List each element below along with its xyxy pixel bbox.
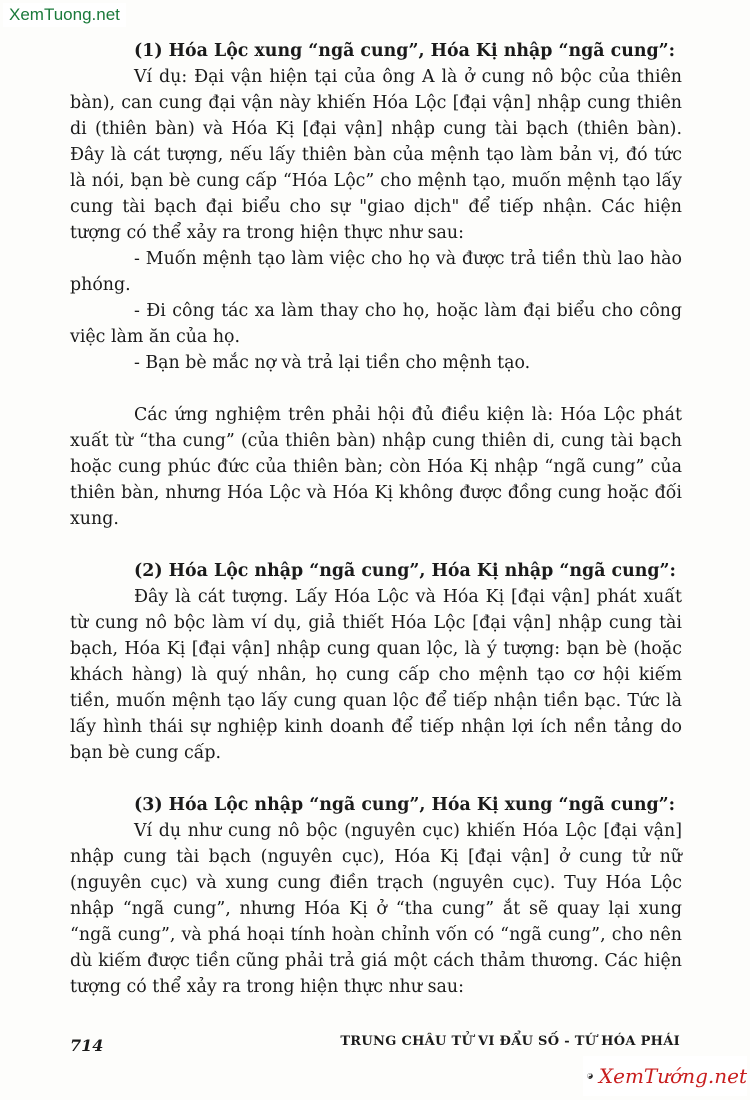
spacer [70, 766, 682, 792]
section-1-bullet-3: - Bạn bè mắc nợ và trả lại tiền cho mệnh tạo. [134, 353, 531, 373]
logo-text: XemTướng.net [598, 1064, 747, 1088]
section-1-conditions-paragraph: Các ứng nghiệm trên phải hội đủ điều kiện là: Hóa Lộc phát xuất từ “tha cung” (của thiên bàn) nhập cung thiên di, cung tài bạch hoặc cung phúc đức của thiên bàn; còn Hóa Kị nhập “ngã cung” của thiên bàn, nhưng Hóa Lộc và Hóa Kị không được đồng cung hoặc đối xung. [70, 405, 682, 529]
section-1-paragraph: Ví dụ: Đại vận hiện tại của ông A là ở cung nô bộc của thiên bàn), can cung đại vận này khiến Hóa Lộc [đại vận] nhập cung thiên di (thiên bàn) và Hóa Kị [đại vận] nhập cung tài bạch (thiên bàn). Đây là cát tượng, nếu lấy thiên bàn của mệnh tạo làm bản vị, đó tức là nói, bạn bè cung cấp “Hóa Lộc” cho mệnh tạo, muốn mệnh tạo lấy cung tài bạch đại biểu cho sự "giao dịch" để tiếp nhận. Các hiện tượng có thể xảy ra trong hiện thực như sau: [70, 67, 682, 243]
section-2-paragraph: Đây là cát tượng. Lấy Hóa Lộc và Hóa Kị [đại vận] phát xuất từ cung nô bộc làm ví dụ, giả thiết Hóa Lộc [đại vận] nhập cung tài bạch, Hóa Kị [đại vận] nhập cung quan lộc, là ý tượng: bạn bè (hoặc khách hàng) là quý nhân, họ cung cấp cho mệnh tạo cơ hội kiếm tiền, muốn mệnh tạo lấy cung quan lộc để tiếp nhận tiền bạc. Tức là lấy hình thái sự nghiệp kinh doanh để tiếp nhận lợi ích nền tảng do bạn bè cung cấp. [70, 587, 682, 763]
section-1-bullet-2: - Đi công tác xa làm thay cho họ, hoặc làm đại biểu cho công việc làm ăn của họ. [70, 301, 682, 347]
section-3-paragraph: Ví dụ như cung nô bộc (nguyên cục) khiến Hóa Lộc [đại vận] nhập cung tài bạch (nguyên cục), Hóa Kị [đại vận] ở cung tử nữ (nguyên cục) và xung cung điền trạch (nguyên cục). Tuy Hóa Lộc nhập “ngã cung”, nhưng Hóa Kị ở “tha cung” ắt sẽ quay lại xung “ngã cung”, và phá hoại tính hoàn chỉnh vốn có “ngã cung”, cho nên dù kiếm được tiền cũng phải trả giá một cách thảm thương. Các hiện tượng có thể xảy ra trong hiện thực như sau: [70, 821, 682, 997]
yin-yang-icon [587, 1062, 593, 1090]
section-3-heading: (3) Hóa Lộc nhập “ngã cung”, Hóa Kị xung “ngã cung”: [134, 795, 676, 815]
spacer [70, 376, 682, 402]
section-2-heading: (2) Hóa Lộc nhập “ngã cung”, Hóa Kị nhập “ngã cung”: [134, 561, 676, 581]
section-1-bullet-1: - Muốn mệnh tạo làm việc cho họ và được trả tiền thù lao hào phóng. [70, 249, 682, 295]
site-logo[interactable] [583, 1056, 747, 1096]
page-content [70, 38, 682, 1000]
section-1-heading: (1) Hóa Lộc xung “ngã cung”, Hóa Kị nhập “ngã cung”: [134, 41, 676, 61]
running-footer-title: TRUNG CHÂU TỬ VI ĐẨU SỐ - TỨ HÓA PHÁI [340, 1034, 680, 1049]
page-number: 714 [70, 1036, 104, 1055]
spacer [70, 532, 682, 558]
watermark-link[interactable]: XemTuong.net [3, 3, 126, 27]
